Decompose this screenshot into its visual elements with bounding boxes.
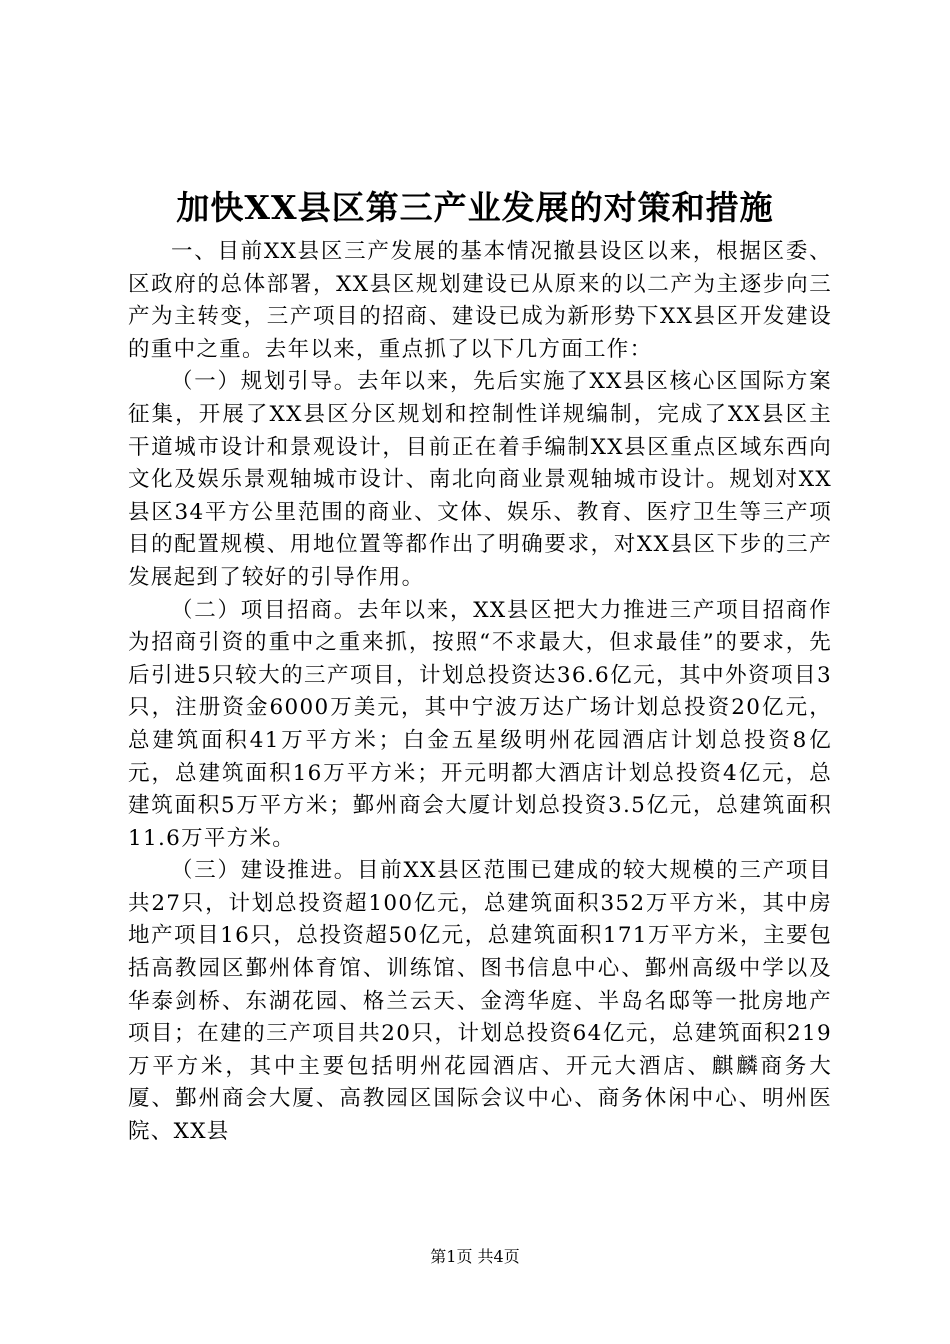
paragraph-investment: （二）项目招商。去年以来，XX县区把大力推进三产项目招商作为招商引资的重中之重来抓，按照“不求最大，但求最佳”的要求，先后引进5只较大的三产项目，计划总投资达36.6亿元，其中外资项目3只，注册资金6000万美元，其中宁波万达广场计划总投资20亿元，总建筑面积41万平方米；白金五星级明州花园酒店计划总投资8亿元，总建筑面积16万平方米；开元明都大酒店计划总投资4亿元，总建筑面积5万平方米；鄞州商会大厦计划总投资3.5亿元，总建筑面积11.6万平方米。: [128, 597, 832, 851]
paragraph-intro: 一、目前XX县区三产发展的基本情况撤县设区以来，根据区委、区政府的总体部署，XX县区规划建设已从原来的以二产为主逐步向三产为主转变，三产项目的招商、建设已成为新形势下XX县区开发建设的重中之重。去年以来，重点抓了以下几方面工作：: [128, 239, 832, 362]
paragraph-planning: （一）规划引导。去年以来，先后实施了XX县区核心区国际方案征集，开展了XX县区分区规划和控制性详规编制，完成了XX县区主干道城市设计和景观设计，目前正在着手编制XX县区重点区域东西向文化及娱乐景观轴城市设计、南北向商业景观轴城市设计。规划对XX县区34平方公里范围的商业、文体、娱乐、教育、医疗卫生等三产项目的配置规模、用地位置等都作出了明确要求，对XX县区下步的三产发展起到了较好的引导作用。: [128, 369, 832, 590]
document-title: 加快XX县区第三产业发展的对策和措施: [176, 188, 774, 227]
page-footer: 第1页 共4页: [430, 1247, 520, 1266]
document-body: [128, 236, 832, 1149]
paragraph-construction: （三）建设推进。目前XX县区范围已建成的较大规模的三产项目共27只，计划总投资超100亿元，总建筑面积352万平方米，其中房地产项目16只，总投资超50亿元，总建筑面积171万平方米，主要包括高教园区鄞州体育馆、训练馆、图书信息中心、鄞州高级中学以及华泰剑桥、东湖花园、格兰云天、金湾华庭、半岛名邸等一批房地产项目；在建的三产项目共20只，计划总投资64亿元，总建筑面积219万平方米，其中主要包括明州花园酒店、开元大酒店、麒麟商务大厦、鄞州商会大厦、高教园区国际会议中心、商务休闲中心、明州医院、XX县: [128, 858, 832, 1145]
